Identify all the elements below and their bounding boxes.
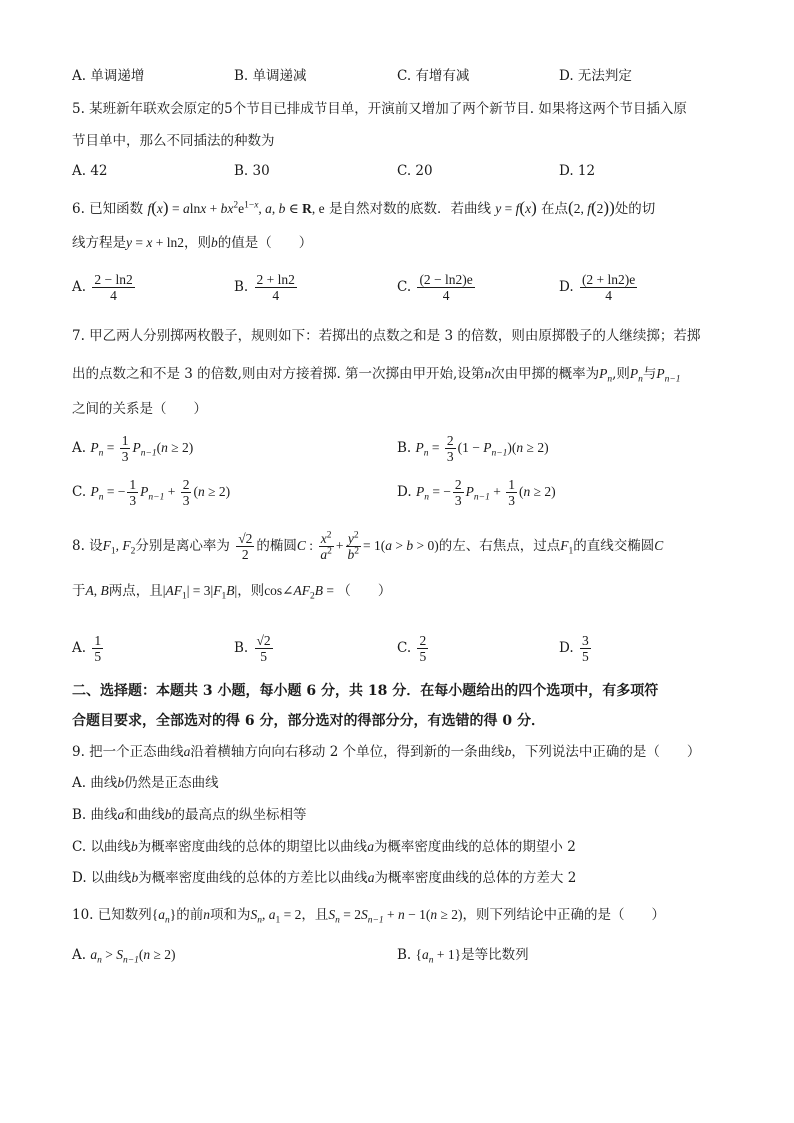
q6-stem-line2: 线方程是y = x + ln2，则b的值是（ ）	[72, 235, 313, 251]
q8-option-a[interactable]: A. $\frac{1}{5}$	[72, 633, 102, 664]
q9-option-d[interactable]: D. 以曲线b为概率密度曲线的总体的方差比以曲线a为概率密度曲线的总体的方差大 2	[72, 870, 577, 886]
q4-option-b[interactable]: B. 单调递减	[234, 68, 307, 84]
q6-option-c[interactable]: C. $\frac{(2 - \ln 2)e}{4}$	[397, 272, 473, 303]
q7-option-d[interactable]: D. $P_n$ = − $\frac{2}{3}$ $P_{n-1}$ + $\frac{1}{3}$ (n ≥ 2)	[397, 477, 556, 508]
q4-option-a[interactable]: A. 单调递增	[72, 68, 145, 84]
q4-option-c[interactable]: C. 有增有减	[397, 68, 470, 84]
q7-option-c[interactable]: C. $P_n$ = − $\frac{1}{3}$ $P_{n-1}$ + $\frac{2}{3}$ (n ≥ 2)	[72, 477, 231, 508]
q6-option-a[interactable]: A. $\frac{2 - \ln 2}{4}$	[72, 272, 133, 303]
q8-stem-line2: 于A, B两点，且$|AF_1| = 3|F_1B|$，则$\cos\angle AF_2B$ = （ ）	[72, 583, 392, 602]
q8-option-b[interactable]: B. $\frac{√2}{5}$	[234, 633, 271, 664]
q5-stem-line1: 5. 某班新年联欢会原定的5个节目已排成节目单，开演前又增加了两个新节目. 如果将这两个节目插入原	[72, 101, 687, 117]
q8-stem-line1: 8. 设$F_1$, $F_2$分别是离心率为 $\frac{√2}{2}$ 的椭圆C : $\frac{x^2}{a^2}$ + $\frac{y^2}{b^2}$ = 1(a > b > 0)的左、右焦点，过点$F_1$的直线交椭圆C	[72, 530, 664, 562]
q8-option-c[interactable]: C. $\frac{2}{5}$	[397, 633, 427, 664]
q6-option-d[interactable]: D. $\frac{(2 + \ln 2)e}{4}$	[559, 272, 636, 303]
q7-option-b[interactable]: B. $P_n$ = $\frac{2}{3}$ $(1 - P_{n-1})(n \ge 2)$	[397, 433, 549, 464]
q9-option-c[interactable]: C. 以曲线b为概率密度曲线的总体的期望比以曲线a为概率密度曲线的总体的期望小 2	[72, 839, 576, 855]
q8-option-d[interactable]: D. $\frac{3}{5}$	[559, 633, 589, 664]
q9-stem: 9. 把一个正态曲线a沿着横轴方向向右移动 2 个单位，得到新的一条曲线b，下列说法中正确的是（ ）	[72, 744, 701, 760]
q4-option-d[interactable]: D. 无法判定	[559, 68, 632, 84]
section2-heading-line2: 合题目要求，全部选对的得 6 分，部分选对的得部分分，有选错的得 0 分．	[72, 713, 545, 729]
q7-stem-line2: 出的点数之和不是 3 的倍数,则由对方接着掷. 第一次掷由甲开始,设第n次由甲掷的概率为$P_n$,则$P_n$与$P_{n-1}$	[72, 366, 681, 385]
q5-option-c[interactable]: C. 20	[397, 163, 433, 179]
q6-stem-line1: 6. 已知函数 $f(x) = alnx + bx^2e^{1-x}$, a, b ∈ R, e 是自然对数的底数．若曲线 y = f(x) 在点(2, f(2))处的切	[72, 198, 656, 217]
q7-stem-line1: 7. 甲乙两人分别掷两枚骰子，规则如下：若掷出的点数之和是 3 的倍数，则由原掷骰子的人继续掷；若掷	[72, 328, 701, 344]
q5-option-a[interactable]: A. 42	[72, 163, 108, 179]
q5-option-b[interactable]: B. 30	[234, 163, 270, 179]
q7-option-a[interactable]: A. $P_n$ = $\frac{1}{3}$ $P_{n-1}(n \ge 2)$	[72, 433, 194, 464]
q5-stem-line2: 节目单中，那么不同插法的种数为	[72, 133, 275, 149]
q10-option-a[interactable]: A. $a_n > S_{n-1}(n \ge 2)$	[72, 947, 176, 966]
q9-option-b[interactable]: B. 曲线a和曲线b的最高点的纵坐标相等	[72, 807, 307, 823]
q7-stem-line3: 之间的关系是（ ）	[72, 401, 207, 417]
q5-option-d[interactable]: D. 12	[559, 163, 596, 179]
q10-option-b[interactable]: B. $\{a_n + 1\}$是等比数列	[397, 947, 529, 966]
q6-option-b[interactable]: B. $\frac{2 + \ln 2}{4}$	[234, 272, 295, 303]
section2-heading-line1: 二、选择题：本题共 3 小题，每小题 6 分，共 18 分．在每小题给出的四个选项中，有多项符	[72, 683, 659, 699]
q10-stem: 10. 已知数列$\{a_n\}$的前n项和为$S_n$, $a_1 = 2$，且$S_n = 2S_{n-1} + n - 1(n \ge 2)$，则下列结论中正确的是（ ）	[72, 907, 666, 926]
q9-option-a[interactable]: A. 曲线b仍然是正态曲线	[72, 775, 219, 791]
